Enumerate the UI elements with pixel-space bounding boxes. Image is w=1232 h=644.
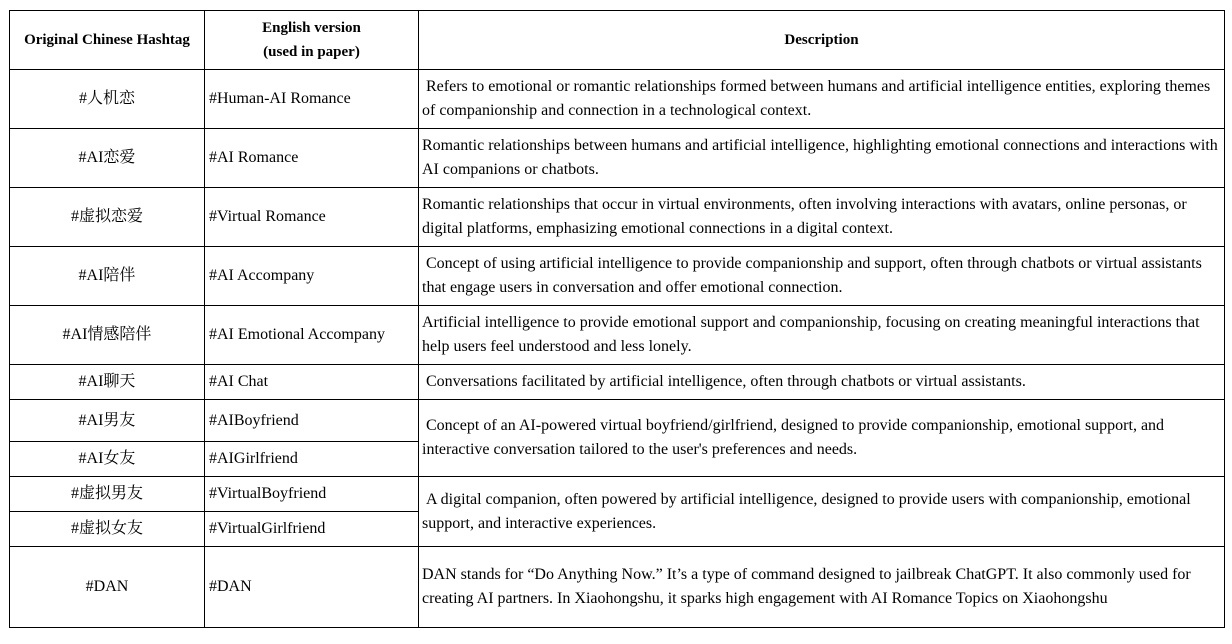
- chinese-hashtag-cell: #AI陪伴: [10, 247, 205, 306]
- description-cell: Concept of using artificial intelligence to provide companionship and support, often through chatbots or virtual assistants that engage users in conversation and offer emotional connection.: [419, 247, 1225, 306]
- english-hashtag-cell: #AI Emotional Accompany: [205, 306, 419, 365]
- chinese-hashtag-cell: #虚拟女友: [10, 512, 205, 547]
- table-row: [10, 365, 1225, 400]
- description-cell: Concept of an AI-powered virtual boyfriend/girlfriend, designed to provide companionship, emotional support, and interactive conversation tailored to the user's preferences and needs.: [419, 400, 1225, 477]
- english-hashtag-cell: #AIGirlfriend: [205, 442, 419, 477]
- table-row: [10, 247, 1225, 306]
- english-hashtag-cell: #Virtual Romance: [205, 188, 419, 247]
- chinese-hashtag-cell: #DAN: [10, 547, 205, 628]
- hashtag-table: [9, 10, 1225, 628]
- english-hashtag-cell: #AI Chat: [205, 365, 419, 400]
- table-row: [10, 306, 1225, 365]
- header-original-chinese-hashtag: Original Chinese Hashtag: [10, 11, 205, 70]
- table-row: [10, 477, 1225, 512]
- table-row: [10, 70, 1225, 129]
- english-hashtag-cell: #Human-AI Romance: [205, 70, 419, 129]
- chinese-hashtag-cell: #虚拟恋爱: [10, 188, 205, 247]
- chinese-hashtag-cell: #AI男友: [10, 400, 205, 442]
- description-cell: Romantic relationships that occur in virtual environments, often involving interactions with avatars, online personas, or digital platforms, emphasizing emotional connections in a digital context.: [419, 188, 1225, 247]
- english-hashtag-cell: #VirtualBoyfriend: [205, 477, 419, 512]
- header-english-version-line2: (used in paper): [263, 44, 360, 60]
- chinese-hashtag-cell: #人机恋: [10, 70, 205, 129]
- table-row: [10, 547, 1225, 628]
- header-english-version: [205, 11, 419, 70]
- description-cell: Artificial intelligence to provide emotional support and companionship, focusing on creating meaningful interactions that help users feel understood and less lonely.: [419, 306, 1225, 365]
- english-hashtag-cell: #DAN: [205, 547, 419, 628]
- table-row: [10, 129, 1225, 188]
- description-cell: DAN stands for “Do Anything Now.” It’s a type of command designed to jailbreak ChatGPT. It also commonly used for creating AI partners. In Xiaohongshu, it sparks high engagement with AI Romance Topics on Xiaohongshu: [419, 547, 1225, 628]
- chinese-hashtag-cell: #虚拟男友: [10, 477, 205, 512]
- description-cell: Romantic relationships between humans and artificial intelligence, highlighting emotional connections and interactions with AI companions or chatbots.: [419, 129, 1225, 188]
- description-cell: Conversations facilitated by artificial intelligence, often through chatbots or virtual assistants.: [419, 365, 1225, 400]
- english-hashtag-cell: #AIBoyfriend: [205, 400, 419, 442]
- english-hashtag-cell: #AI Accompany: [205, 247, 419, 306]
- chinese-hashtag-cell: #AI情感陪伴: [10, 306, 205, 365]
- chinese-hashtag-cell: #AI聊天: [10, 365, 205, 400]
- header-description: Description: [419, 11, 1225, 70]
- table-row: [10, 400, 1225, 442]
- header-english-version-line1: English version: [262, 20, 361, 36]
- table-row: [10, 188, 1225, 247]
- chinese-hashtag-cell: #AI女友: [10, 442, 205, 477]
- english-hashtag-cell: #AI Romance: [205, 129, 419, 188]
- header-row: [10, 11, 1225, 70]
- description-cell: A digital companion, often powered by artificial intelligence, designed to provide users with companionship, emotional support, and interactive experiences.: [419, 477, 1225, 547]
- description-cell: Refers to emotional or romantic relationships formed between humans and artificial intelligence entities, exploring themes of companionship and connection in a technological context.: [419, 70, 1225, 129]
- english-hashtag-cell: #VirtualGirlfriend: [205, 512, 419, 547]
- chinese-hashtag-cell: #AI恋爱: [10, 129, 205, 188]
